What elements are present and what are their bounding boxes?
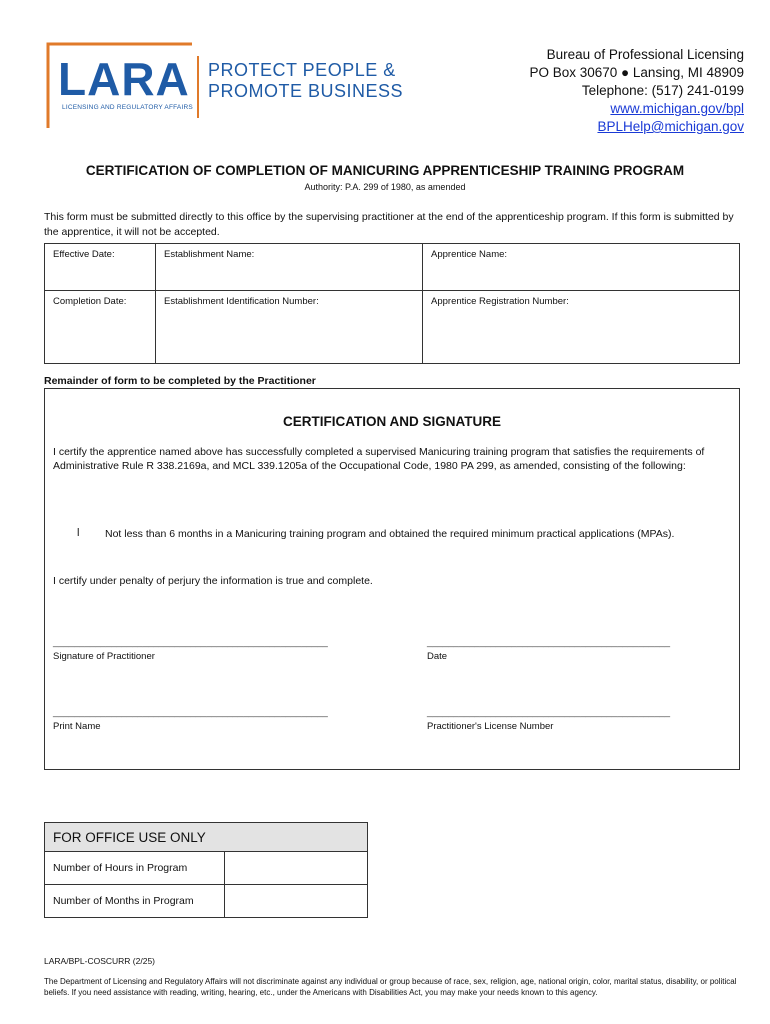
- completion-date-field[interactable]: [45, 291, 156, 364]
- logo-divider: [197, 56, 199, 118]
- telephone: Telephone: (517) 241-0199: [581, 83, 744, 98]
- bullet-mark: l: [77, 527, 80, 539]
- establishment-name-field[interactable]: [156, 244, 423, 291]
- requirement-text: Not less than 6 months in a Manicuring training program and obtained the required minimum practical applications (MPAs).: [105, 528, 675, 540]
- license-number-line[interactable]: ______________________________________________: [427, 707, 671, 718]
- bureau-name: Bureau of Professional Licensing: [546, 47, 744, 62]
- intro-text: This form must be submitted directly to this office by the supervising practitioner at the end of the apprenticeship program. If this form is submitted by the apprentice, it will not be accepted.: [44, 211, 734, 238]
- nondiscrimination-footer: The Department of Licensing and Regulatory Affairs will not discriminate against any individual or group because of race, sex, religion, age, national origin, color, marital status, disability, or political beliefs. If you need assistance with reading, writing, hearing, etc., under the Americans with Disabilities Act, you may make your needs known to this agency.: [44, 977, 737, 997]
- lara-logo: [46, 42, 196, 132]
- website-link[interactable]: www.michigan.gov/bpl: [610, 101, 744, 116]
- license-number-label: Practitioner's License Number: [427, 721, 554, 732]
- penalty-statement: I certify under penalty of perjury the information is true and complete.: [53, 575, 373, 587]
- address-block: [529, 46, 744, 136]
- po-box: PO Box 30670 ● Lansing, MI 48909: [529, 65, 744, 80]
- signature-label: Signature of Practitioner: [53, 651, 155, 662]
- authority-text: Authority: P.A. 299 of 1980, as amended: [304, 182, 466, 192]
- certification-box: [44, 388, 740, 770]
- apprentice-reg-field[interactable]: [423, 291, 740, 364]
- print-name-line[interactable]: ____________________________________________________: [53, 707, 328, 718]
- months-field[interactable]: [225, 885, 368, 918]
- signature-line[interactable]: ____________________________________________________: [53, 637, 328, 648]
- form-code: LARA/BPL-COSCURR (2/25): [44, 956, 156, 966]
- remainder-heading: Remainder of form to be completed by the Practitioner: [44, 375, 316, 387]
- effective-date-field[interactable]: [45, 244, 156, 291]
- hours-field[interactable]: [225, 852, 368, 885]
- establishment-id-label: Establishment Identification Number:: [164, 296, 319, 307]
- apprentice-name-field[interactable]: [423, 244, 740, 291]
- certification-title: CERTIFICATION AND SIGNATURE: [283, 414, 501, 429]
- date-label: Date: [427, 651, 448, 662]
- tagline-line2: PROMOTE BUSINESS: [208, 81, 404, 101]
- info-table: [44, 243, 740, 364]
- form-title: CERTIFICATION OF COMPLETION OF MANICURING APPRENTICESHIP TRAINING PROGRAM: [85, 163, 685, 178]
- logo-tagline: [208, 60, 403, 102]
- establishment-id-field[interactable]: [156, 291, 423, 364]
- completion-date-label: Completion Date:: [53, 296, 127, 307]
- hours-label: Number of Hours in Program: [45, 852, 225, 885]
- certification-paragraph: I certify the apprentice named above has successfully completed a supervised Manicuring training program that satisfies the requirements of Administrative Rule R 338.2169a, and MCL 339.1205a of the Occupational Code, 1980 PA 299, as amended, consisting of the following:: [53, 446, 705, 472]
- print-name-label: Print Name: [53, 721, 101, 732]
- months-label: Number of Months in Program: [45, 885, 225, 918]
- apprentice-reg-label: Apprentice Registration Number:: [431, 296, 569, 307]
- office-use-heading: FOR OFFICE USE ONLY: [45, 823, 368, 852]
- date-line[interactable]: ______________________________________________: [427, 637, 671, 648]
- logo-wordmark: LARA: [58, 53, 190, 105]
- establishment-name-label: Establishment Name:: [164, 249, 255, 260]
- email-link[interactable]: BPLHelp@michigan.gov: [597, 119, 744, 134]
- effective-date-label: Effective Date:: [53, 249, 115, 260]
- tagline-line1: PROTECT PEOPLE &: [208, 60, 396, 80]
- office-use-table: [44, 822, 368, 918]
- logo-subtitle: LICENSING AND REGULATORY AFFAIRS: [62, 104, 193, 111]
- apprentice-name-label: Apprentice Name:: [431, 249, 508, 260]
